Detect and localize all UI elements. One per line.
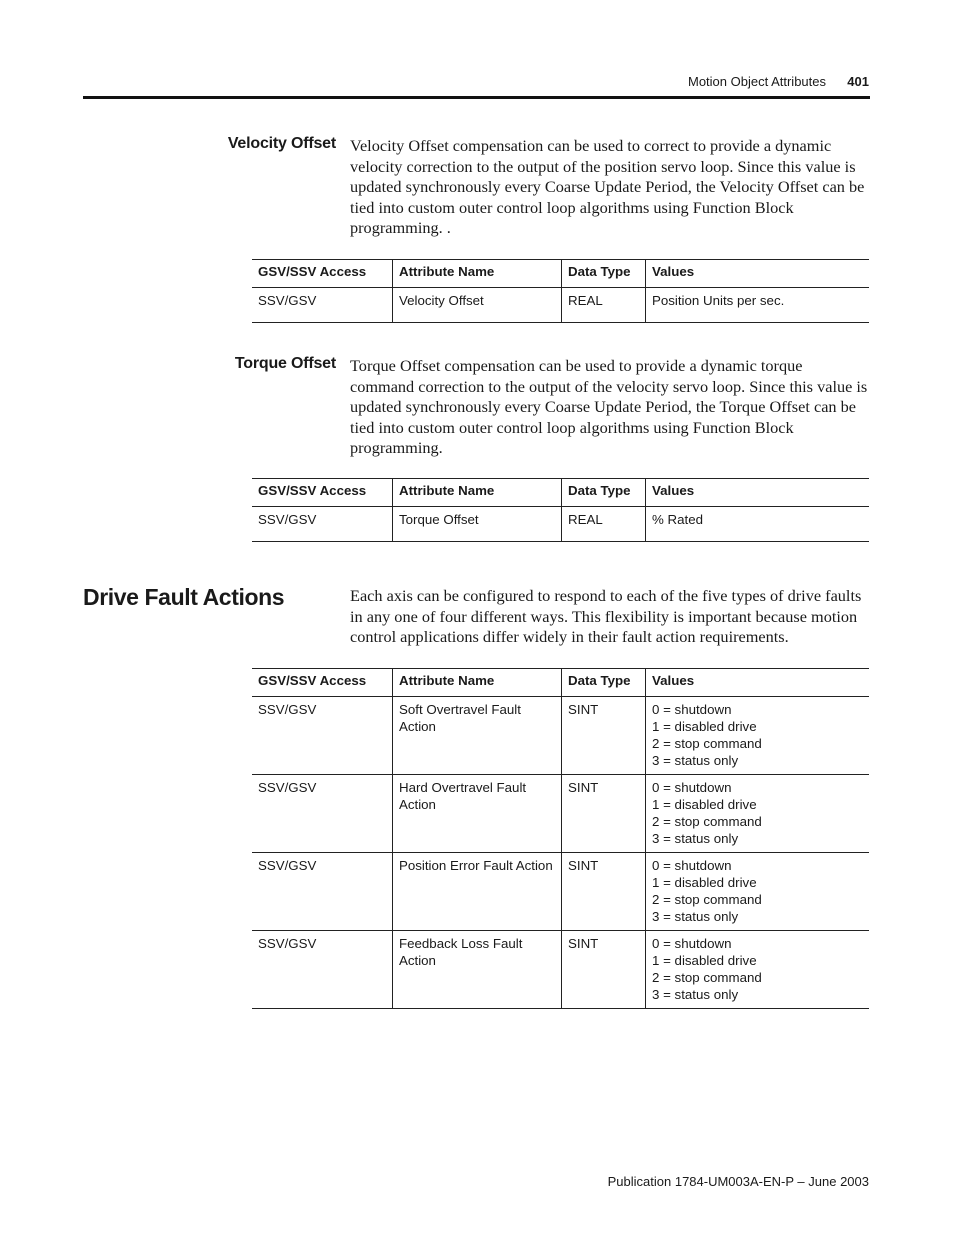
value-line: 2 = stop command	[652, 892, 762, 907]
value-line: 0 = shutdown	[652, 858, 732, 873]
cell-data-type: SINT	[562, 775, 646, 853]
value-line: 1 = disabled drive	[652, 797, 757, 812]
cell-data-type: SINT	[562, 697, 646, 775]
cell-data-type: SINT	[562, 931, 646, 1009]
torque-offset-table	[252, 478, 869, 542]
publication-footer: Publication 1784-UM003A-EN-P – June 2003	[607, 1174, 869, 1189]
cell-values	[646, 931, 870, 1009]
value-line: 3 = status only	[652, 909, 739, 924]
cell-values	[646, 288, 870, 323]
value-line: 2 = stop command	[652, 736, 762, 751]
table-row	[252, 507, 869, 542]
column-header-values: Values	[646, 479, 870, 507]
torque-offset-heading: Torque Offset	[234, 355, 336, 372]
value-line: 0 = shutdown	[652, 702, 732, 717]
cell-attribute-name: Position Error Fault Action	[393, 853, 562, 931]
table-row	[252, 775, 869, 853]
cell-values	[646, 853, 870, 931]
cell-access: SSV/GSV	[258, 512, 317, 527]
velocity-offset-paragraph: Velocity Offset compensation can be used to correct to provide a dynamic velocity correction to the output of the position servo loop. Since this value is updated synchronously every Coarse Update Period, the Velocity Offset can be tied into custom outer control loop algorithms using Function Block programming. .	[350, 136, 865, 237]
velocity-offset-table	[252, 259, 869, 323]
cell-access: SSV/GSV	[258, 780, 317, 795]
value-line: 0 = shutdown	[652, 936, 732, 951]
cell-access: SSV/GSV	[258, 858, 317, 873]
cell-attribute-name: Velocity Offset	[393, 288, 562, 323]
column-header-values: Values	[646, 669, 870, 697]
value-line: % Rated	[652, 512, 703, 527]
cell-data-type: REAL	[562, 288, 646, 323]
value-line: 3 = status only	[652, 831, 739, 846]
value-line: Position Units per sec.	[652, 293, 785, 308]
column-header-access: GSV/SSV Access	[258, 673, 367, 688]
header-rule	[83, 96, 870, 99]
velocity-offset-heading: Velocity Offset	[227, 135, 336, 152]
table-row	[252, 853, 869, 931]
cell-access: SSV/GSV	[258, 702, 317, 717]
drive-fault-actions-table	[252, 668, 869, 1009]
cell-values	[646, 507, 870, 542]
cell-data-type: REAL	[562, 507, 646, 542]
drive-fault-actions-paragraph: Each axis can be configured to respond to each of the five types of drive faults in any one of four different ways. This flexibility is important because motion control applications differ widely in their fault action requirements.	[350, 586, 862, 646]
cell-access: SSV/GSV	[258, 293, 317, 308]
table-row	[252, 931, 869, 1009]
cell-attribute-name: Feedback Loss Fault Action	[393, 931, 562, 1009]
column-header-type: Data Type	[562, 260, 646, 288]
value-line: 1 = disabled drive	[652, 719, 757, 734]
value-line: 3 = status only	[652, 753, 739, 768]
value-line: 3 = status only	[652, 987, 739, 1002]
column-header-name: Attribute Name	[393, 260, 562, 288]
value-line: 2 = stop command	[652, 814, 762, 829]
cell-values	[646, 697, 870, 775]
table-row	[252, 288, 869, 323]
table-header-row	[252, 260, 869, 288]
cell-access: SSV/GSV	[258, 936, 317, 951]
cell-values	[646, 775, 870, 853]
column-header-name: Attribute Name	[393, 479, 562, 507]
cell-attribute-name: Hard Overtravel Fault Action	[393, 775, 562, 853]
table-row	[252, 697, 869, 775]
value-line: 0 = shutdown	[652, 780, 732, 795]
column-header-access: GSV/SSV Access	[258, 264, 367, 279]
value-line: 2 = stop command	[652, 970, 762, 985]
page-number: 401	[847, 74, 869, 89]
value-line: 1 = disabled drive	[652, 875, 757, 890]
column-header-type: Data Type	[562, 479, 646, 507]
column-header-name: Attribute Name	[393, 669, 562, 697]
column-header-values: Values	[646, 260, 870, 288]
section-title-drive-fault-actions: Drive Fault Actions	[83, 584, 285, 610]
cell-data-type: SINT	[562, 853, 646, 931]
cell-attribute-name: Soft Overtravel Fault Action	[393, 697, 562, 775]
cell-attribute-name: Torque Offset	[393, 507, 562, 542]
column-header-type: Data Type	[562, 669, 646, 697]
table-header-row	[252, 479, 869, 507]
torque-offset-paragraph: Torque Offset compensation can be used to provide a dynamic torque command correction to the output of the velocity servo loop. Since this value is updated synchronously every Coarse Update Period, the Torque Offset can be tied into custom outer control loop algorithms using Function Block programming.	[350, 356, 868, 457]
column-header-access: GSV/SSV Access	[258, 483, 367, 498]
table-header-row	[252, 669, 869, 697]
value-line: 1 = disabled drive	[652, 953, 757, 968]
running-header-title: Motion Object Attributes	[687, 74, 826, 89]
